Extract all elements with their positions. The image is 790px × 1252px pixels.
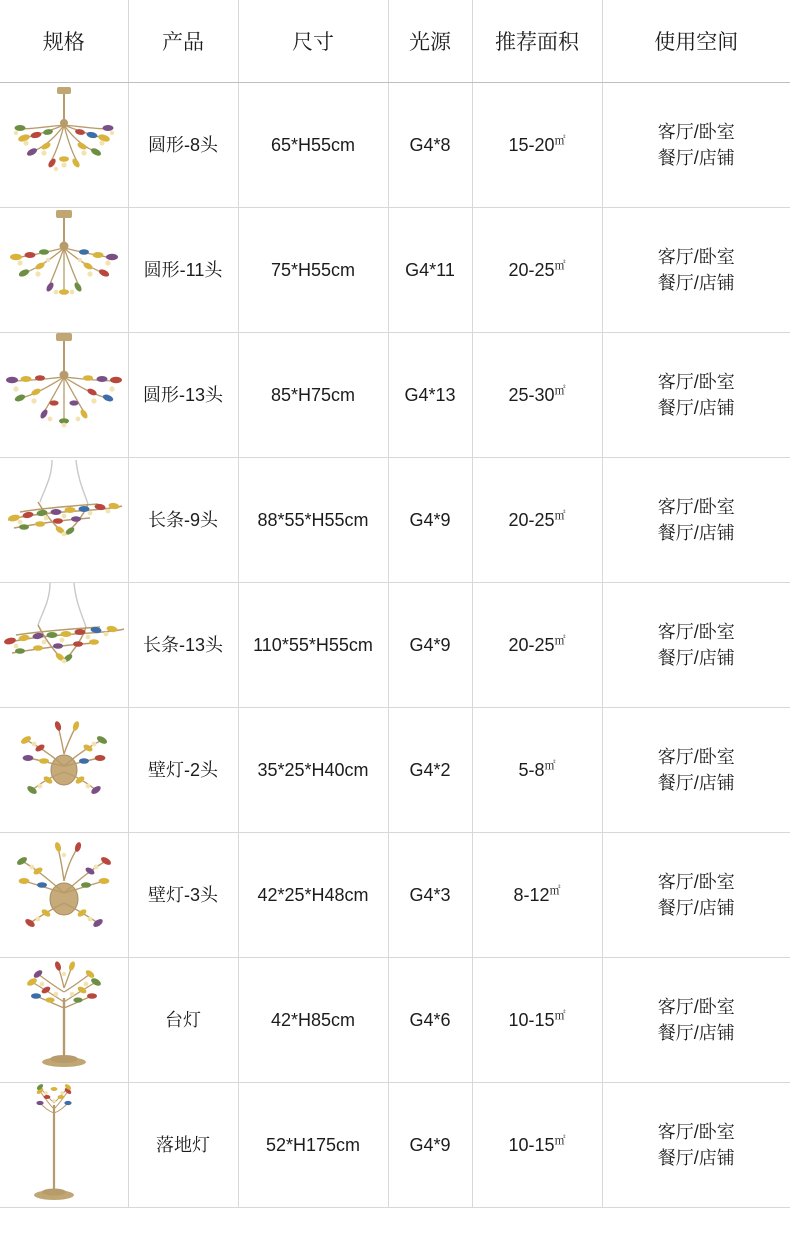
recommended-area <box>472 708 602 833</box>
usage-space-line1: 客厅/卧室 <box>603 744 790 770</box>
header-usage-space: 使用空间 <box>602 0 790 83</box>
area-unit: ㎡ <box>555 260 566 272</box>
product-name: 台灯 <box>128 958 238 1083</box>
table-row <box>0 208 790 333</box>
light-source: G4*8 <box>388 83 472 208</box>
usage-space-line2: 餐厅/店铺 <box>603 770 790 796</box>
table-row <box>0 458 790 583</box>
product-image-cell <box>0 458 128 583</box>
long-bar-9-head-chandelier-icon <box>0 458 128 582</box>
table-lamp-icon <box>0 958 128 1082</box>
usage-space-line2: 餐厅/店铺 <box>603 1145 790 1171</box>
wall-lamp-3-head-icon <box>0 833 128 957</box>
area-value: 20-25 <box>508 260 554 280</box>
light-source: G4*13 <box>388 333 472 458</box>
recommended-area <box>472 958 602 1083</box>
table-row <box>0 708 790 833</box>
area-value: 25-30 <box>508 385 554 405</box>
round-11-head-chandelier-icon <box>0 208 128 332</box>
product-size: 42*H85cm <box>238 958 388 1083</box>
product-image-cell <box>0 833 128 958</box>
usage-space <box>602 708 790 833</box>
area-value: 20-25 <box>508 635 554 655</box>
light-source: G4*3 <box>388 833 472 958</box>
usage-space <box>602 833 790 958</box>
table-row <box>0 958 790 1083</box>
product-image-cell <box>0 708 128 833</box>
area-unit: ㎡ <box>555 385 566 397</box>
area-value: 20-25 <box>508 510 554 530</box>
product-name: 圆形-8头 <box>128 83 238 208</box>
header-recommended-area: 推荐面积 <box>472 0 602 83</box>
wall-lamp-2-head-icon <box>0 708 128 832</box>
area-value: 5-8 <box>518 760 544 780</box>
product-name: 圆形-11头 <box>128 208 238 333</box>
round-8-head-chandelier-icon <box>0 83 128 207</box>
table-row <box>0 83 790 208</box>
floor-lamp-icon <box>0 1083 128 1207</box>
product-name: 圆形-13头 <box>128 333 238 458</box>
area-unit: ㎡ <box>555 135 566 147</box>
table-header-row <box>0 0 790 83</box>
product-size: 52*H175cm <box>238 1083 388 1208</box>
product-size: 65*H55cm <box>238 83 388 208</box>
table-row <box>0 583 790 708</box>
area-value: 10-15 <box>508 1135 554 1155</box>
usage-space <box>602 208 790 333</box>
usage-space-line1: 客厅/卧室 <box>603 1119 790 1145</box>
header-spec: 规格 <box>0 0 128 83</box>
area-value: 15-20 <box>508 135 554 155</box>
area-unit: ㎡ <box>550 885 561 897</box>
light-source: G4*2 <box>388 708 472 833</box>
usage-space-line2: 餐厅/店铺 <box>603 895 790 921</box>
usage-space <box>602 83 790 208</box>
area-unit: ㎡ <box>555 1135 566 1147</box>
usage-space-line1: 客厅/卧室 <box>603 869 790 895</box>
product-image-cell <box>0 208 128 333</box>
usage-space-line1: 客厅/卧室 <box>603 494 790 520</box>
table-row <box>0 833 790 958</box>
area-value: 10-15 <box>508 1010 554 1030</box>
product-image-cell <box>0 958 128 1083</box>
light-source: G4*11 <box>388 208 472 333</box>
header-product: 产品 <box>128 0 238 83</box>
product-size: 88*55*H55cm <box>238 458 388 583</box>
usage-space-line2: 餐厅/店铺 <box>603 1020 790 1046</box>
usage-space-line1: 客厅/卧室 <box>603 994 790 1020</box>
product-name: 长条-13头 <box>128 583 238 708</box>
recommended-area <box>472 458 602 583</box>
product-size: 110*55*H55cm <box>238 583 388 708</box>
round-13-head-chandelier-icon <box>0 333 128 457</box>
usage-space-line1: 客厅/卧室 <box>603 369 790 395</box>
usage-space-line2: 餐厅/店铺 <box>603 270 790 296</box>
usage-space-line2: 餐厅/店铺 <box>603 520 790 546</box>
recommended-area <box>472 83 602 208</box>
product-name: 壁灯-2头 <box>128 708 238 833</box>
product-size: 85*H75cm <box>238 333 388 458</box>
usage-space <box>602 333 790 458</box>
header-size: 尺寸 <box>238 0 388 83</box>
table-row <box>0 1083 790 1208</box>
usage-space-line1: 客厅/卧室 <box>603 119 790 145</box>
light-source: G4*9 <box>388 1083 472 1208</box>
usage-space-line2: 餐厅/店铺 <box>603 645 790 671</box>
area-unit: ㎡ <box>555 1010 566 1022</box>
recommended-area <box>472 208 602 333</box>
area-unit: ㎡ <box>555 635 566 647</box>
product-image-cell <box>0 1083 128 1208</box>
product-size: 42*25*H48cm <box>238 833 388 958</box>
product-size: 35*25*H40cm <box>238 708 388 833</box>
bottom-spacer <box>0 1208 790 1252</box>
area-unit: ㎡ <box>555 510 566 522</box>
area-value: 8-12 <box>513 885 549 905</box>
usage-space-line1: 客厅/卧室 <box>603 244 790 270</box>
recommended-area <box>472 333 602 458</box>
usage-space-line2: 餐厅/店铺 <box>603 145 790 171</box>
usage-space <box>602 1083 790 1208</box>
usage-space <box>602 583 790 708</box>
light-source: G4*9 <box>388 458 472 583</box>
usage-space <box>602 458 790 583</box>
long-bar-13-head-chandelier-icon <box>0 583 128 707</box>
area-unit: ㎡ <box>545 760 556 772</box>
header-light-source: 光源 <box>388 0 472 83</box>
light-source: G4*6 <box>388 958 472 1083</box>
table-row <box>0 333 790 458</box>
product-name: 落地灯 <box>128 1083 238 1208</box>
product-name: 长条-9头 <box>128 458 238 583</box>
recommended-area <box>472 583 602 708</box>
usage-space <box>602 958 790 1083</box>
product-image-cell <box>0 83 128 208</box>
recommended-area <box>472 1083 602 1208</box>
product-name: 壁灯-3头 <box>128 833 238 958</box>
light-source: G4*9 <box>388 583 472 708</box>
usage-space-line1: 客厅/卧室 <box>603 619 790 645</box>
product-image-cell <box>0 333 128 458</box>
product-size: 75*H55cm <box>238 208 388 333</box>
usage-space-line2: 餐厅/店铺 <box>603 395 790 421</box>
recommended-area <box>472 833 602 958</box>
product-image-cell <box>0 583 128 708</box>
